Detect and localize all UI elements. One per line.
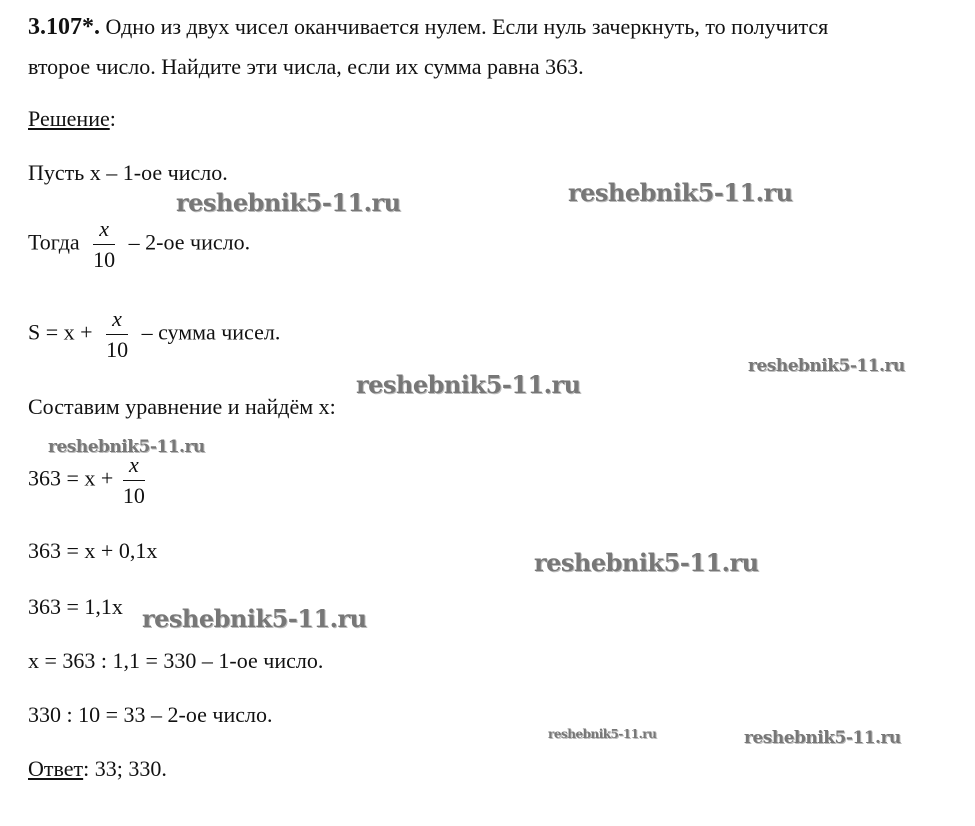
equation-5-text: 330 : 10 = 33 – 2-ое число. <box>28 702 273 727</box>
watermark: reshebnik5-11.ru <box>744 728 901 748</box>
problem-text-2: второе число. Найдите эти числа, если их сумма равна 363. <box>28 54 584 79</box>
equation-5 <box>28 702 272 728</box>
watermark: reshebnik5-11.ru <box>142 604 367 633</box>
step-3-prefix: S = x + <box>28 319 93 345</box>
solution-heading <box>28 106 116 132</box>
step-1 <box>28 160 228 186</box>
answer <box>28 756 167 782</box>
watermark: reshebnik5-11.ru <box>568 178 793 207</box>
equation-3-text: 363 = 1,1x <box>28 594 123 619</box>
step-1-text: Пусть x – 1-ое число. <box>28 160 228 185</box>
equation-1 <box>28 452 153 509</box>
step-4 <box>28 394 336 420</box>
answer-label: Ответ <box>28 756 84 781</box>
equation-3 <box>28 594 123 620</box>
answer-value: : 33; 330. <box>83 756 167 781</box>
step-3-suffix: – сумма чисел. <box>141 319 281 345</box>
step-3-denominator: 10 <box>106 337 129 362</box>
step-3-fraction <box>106 306 128 363</box>
solution-heading-label: Решение <box>28 106 110 131</box>
equation-2 <box>28 538 157 564</box>
watermark: reshebnik5-11.ru <box>356 370 581 399</box>
watermark: reshebnik5-11.ru <box>548 727 657 741</box>
step-2-denominator: 10 <box>93 247 116 272</box>
equation-2-text: 363 = x + 0,1x <box>28 538 158 563</box>
watermark: reshebnik5-11.ru <box>534 548 759 577</box>
watermark: reshebnik5-11.ru <box>748 356 905 376</box>
step-2 <box>28 216 250 273</box>
equation-4 <box>28 648 323 674</box>
step-2-prefix: Тогда <box>28 229 80 255</box>
equation-1-fraction <box>123 452 145 509</box>
equation-1-prefix: 363 = x + <box>28 465 114 491</box>
equation-4-text: x = 363 : 1,1 = 330 – 1-ое число. <box>28 648 324 673</box>
step-2-fraction <box>93 216 115 273</box>
watermark: reshebnik5-11.ru <box>176 188 401 217</box>
step-2-numerator: x <box>93 216 115 245</box>
equation-1-numerator: x <box>123 452 145 481</box>
solution-heading-colon: : <box>109 106 116 131</box>
equation-1-denominator: 10 <box>122 483 145 508</box>
step-3-numerator: x <box>106 306 128 335</box>
watermark: reshebnik5-11.ru <box>48 437 205 457</box>
problem-text-1: Одно из двух чисел оканчивается нулем. Если нуль зачеркнуть, то получится <box>105 14 829 39</box>
problem-line-1 <box>28 14 828 40</box>
step-2-suffix: – 2-ое число. <box>128 229 251 255</box>
step-3 <box>28 306 280 363</box>
problem-number: 3.107*. <box>28 14 100 40</box>
problem-line-2 <box>28 54 584 80</box>
step-4-text: Составим уравнение и найдём x: <box>28 394 336 419</box>
